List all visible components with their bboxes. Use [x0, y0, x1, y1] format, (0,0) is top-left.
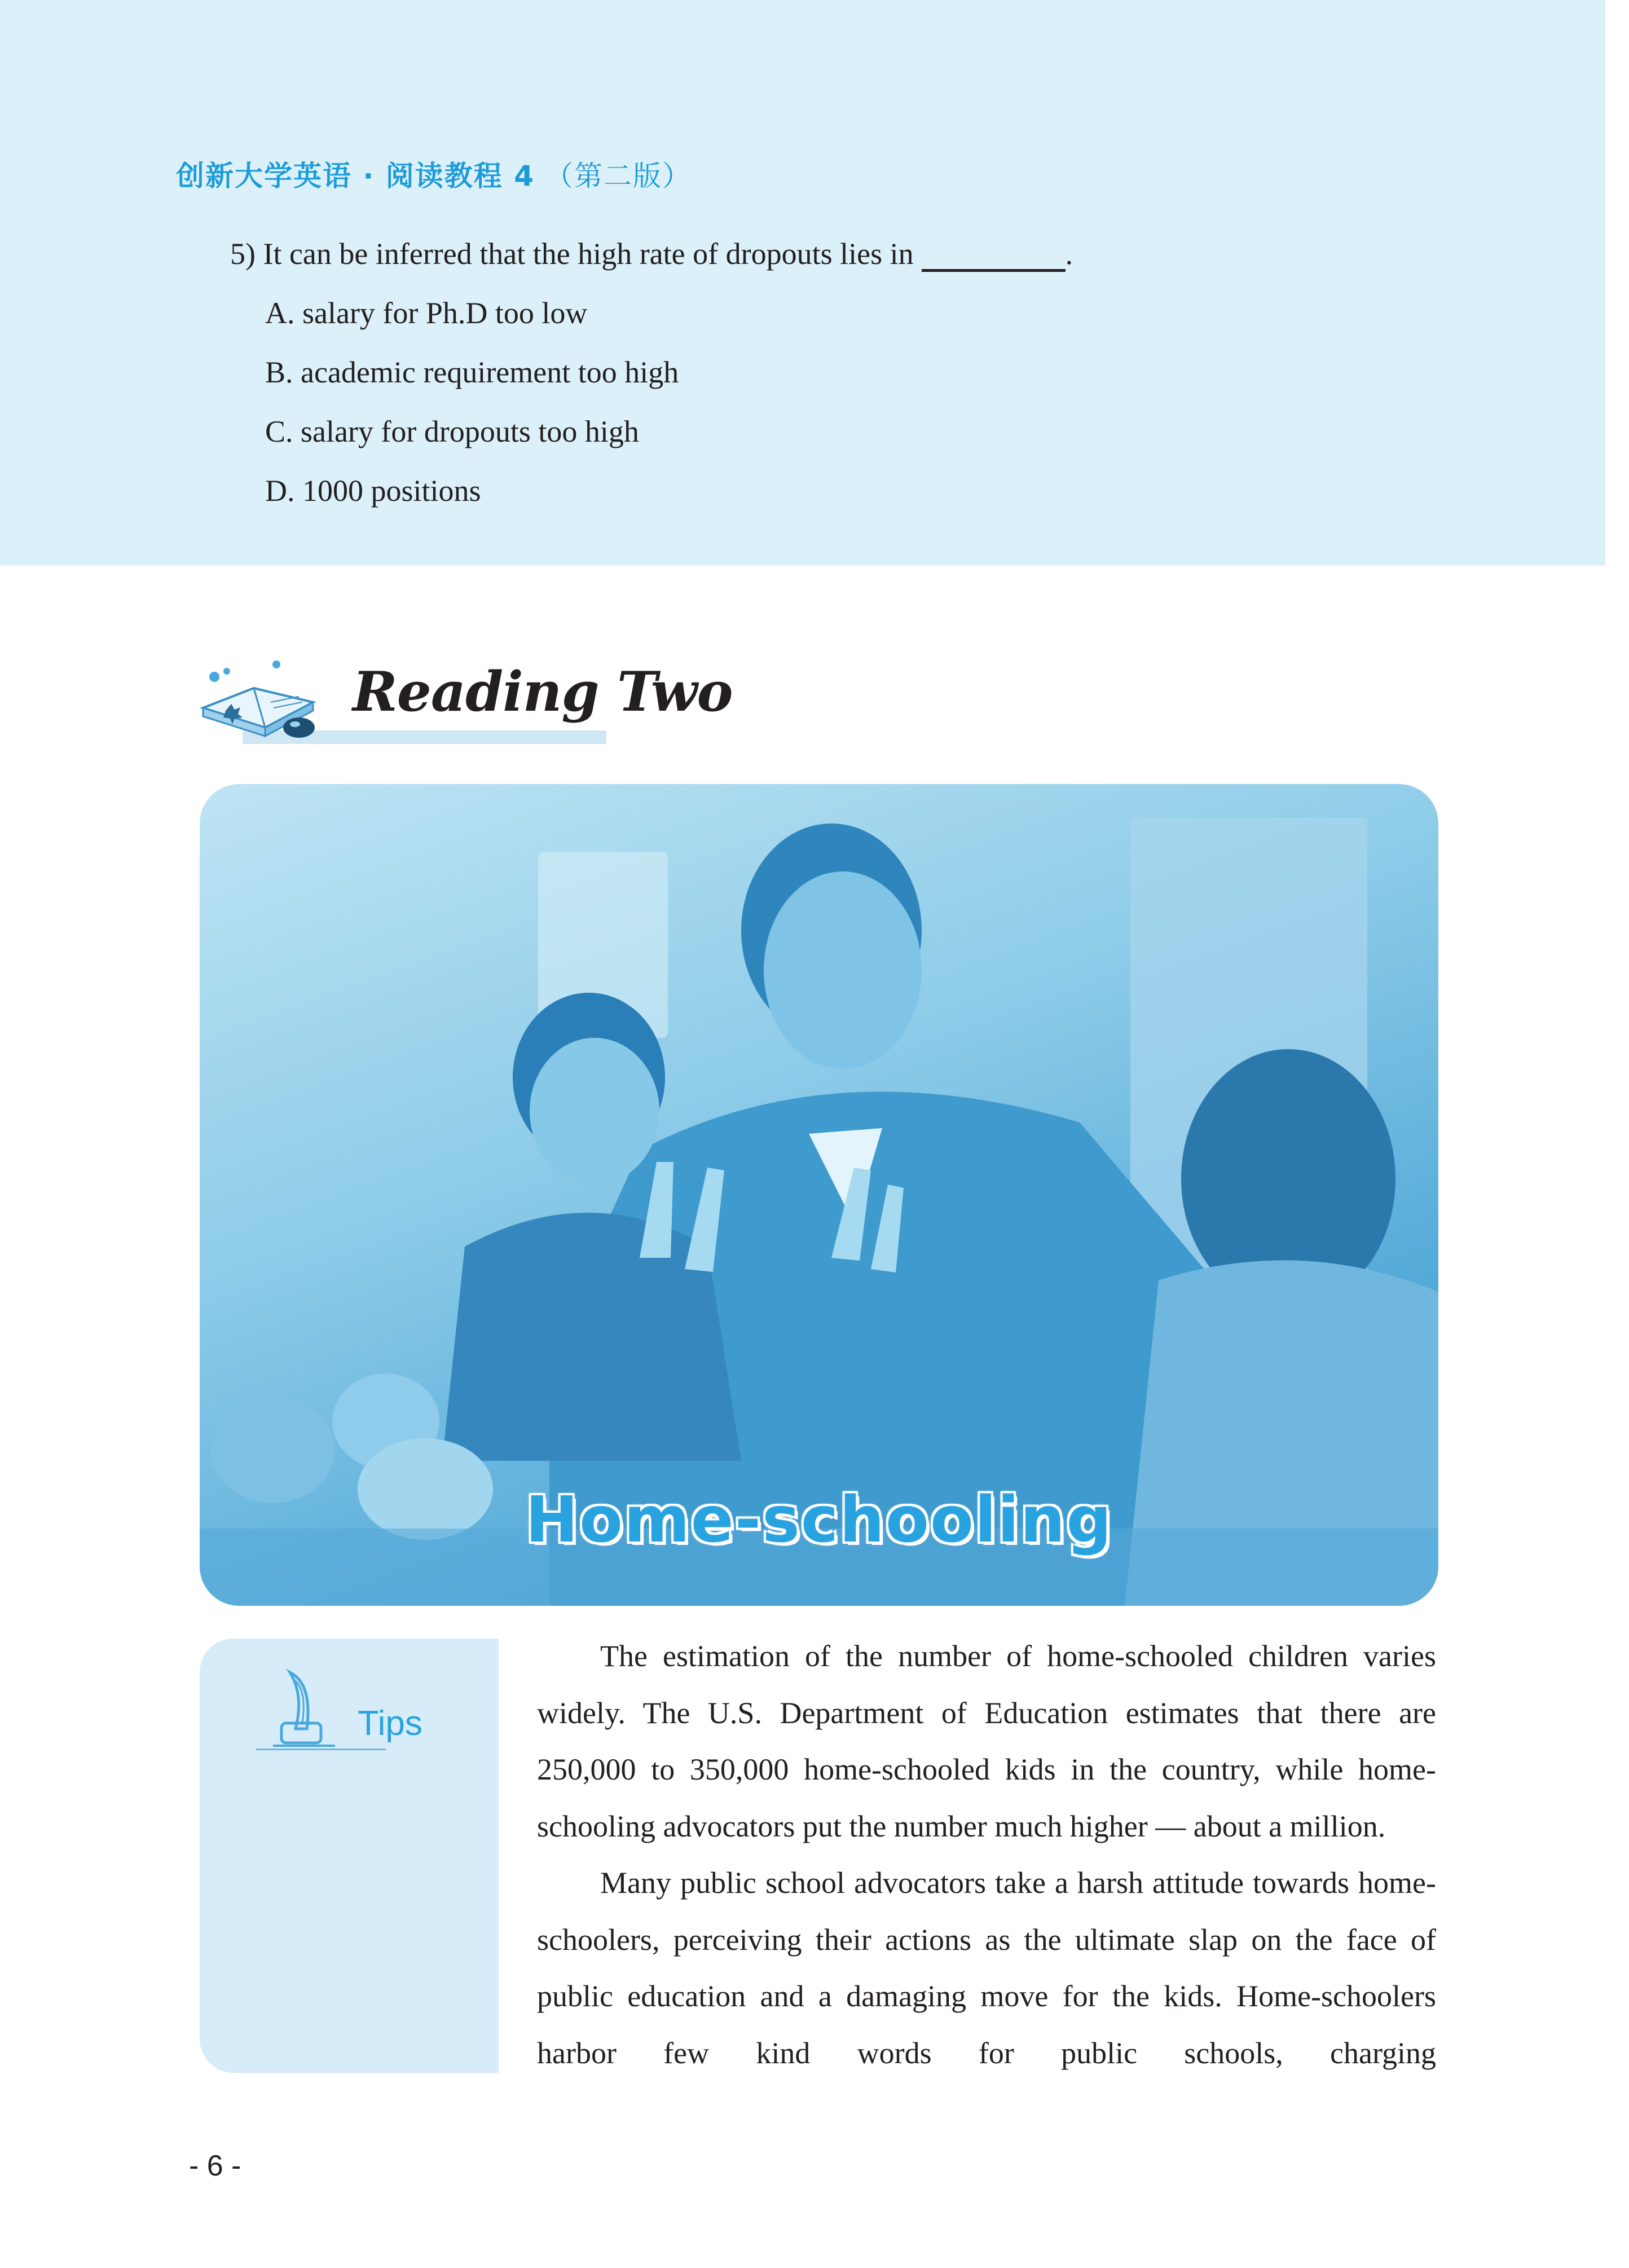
book-edition: （第二版） [545, 160, 692, 192]
tips-underline [256, 1749, 386, 1750]
tips-box [200, 1639, 499, 2073]
reading-title: Reading Two [353, 660, 733, 724]
paragraph-2: Many public school advocators take a harsh attitude towards home-schoolers, perceiving their actions as the ultimate slap on the face of public education and a damaging move for the kids. Home-schoolers harbor few kind words for public schools, charging [537, 1866, 1436, 2070]
photo-title: Home-schooling [525, 1483, 1113, 1557]
section-heading [192, 643, 733, 756]
reading-body [537, 1628, 1436, 2081]
option-d[interactable]: D. 1000 positions [265, 474, 481, 508]
question-text: 5) It can be inferred that the high rate of dropouts lies in [230, 237, 914, 271]
quill-scroll-icon [250, 1661, 352, 1757]
question-end: . [1065, 237, 1073, 271]
question-stem [230, 236, 1073, 272]
photo-illustration [200, 784, 1438, 1606]
book-header [176, 153, 692, 194]
book-title: 创新大学英语 · 阅读教程 4 [176, 160, 535, 192]
exercise-panel [0, 0, 1605, 566]
option-c[interactable]: C. salary for dropouts too high [265, 415, 639, 448]
option-a[interactable]: A. salary for Ph.D too low [265, 296, 588, 330]
option-b[interactable]: B. academic requirement too high [265, 355, 679, 389]
answer-blank[interactable] [922, 237, 1066, 272]
tips-label: Tips [358, 1704, 422, 1743]
page-number: - 6 - [189, 2150, 241, 2182]
home-schooling-photo [200, 784, 1438, 1606]
paragraph-1: The estimation of the number of home-schooled children varies widely. The U.S. Department of Education estimates that there are 250,000 to 350,000 home-schooled kids in the country, while home-schooling advocators put the number much higher — about a million. [537, 1639, 1436, 1843]
open-book-icon [192, 654, 333, 750]
